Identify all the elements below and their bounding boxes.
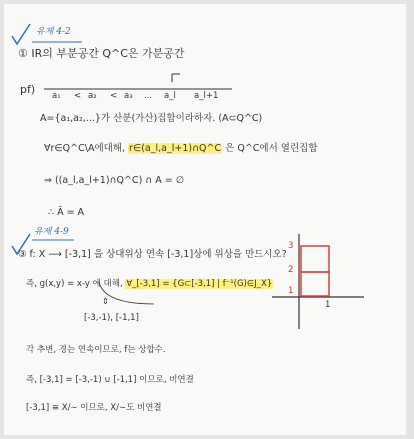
problem2-line-2: [-3,-1), [-1,1] xyxy=(84,313,139,323)
proof-label: pf) xyxy=(20,83,36,96)
r-marker xyxy=(172,74,180,82)
nl-lt2: < xyxy=(110,91,118,101)
proof-line-2-suffix: 은 Q^C에서 열린집합 xyxy=(225,143,318,154)
graph-label-2: 2 xyxy=(288,265,294,275)
problem2-line-3: 각 추변, 경는 연속이므로, f는 상합수. xyxy=(26,345,166,355)
nl-a3: a₃ xyxy=(124,91,133,101)
ink-drawings xyxy=(4,4,406,435)
proof-line-2-highlight: r∈(a_l,a_l+1)∩Q^C xyxy=(129,143,222,154)
problem1-statement: ① IR의 부분공간 Q^C은 가분공간 xyxy=(18,47,185,60)
notebook-page xyxy=(4,4,406,435)
proof-line-4: ∴ Ā = A xyxy=(48,207,85,218)
nl-a2: a₂ xyxy=(88,91,97,101)
graph-label-3: 3 xyxy=(288,241,294,251)
graph-box-upper xyxy=(301,246,329,272)
problem2-statement: ③ f: X ⟶ [-3,1] 을 상대위상 연속 [-3,1]상에 위상을 만드시오? xyxy=(18,249,287,260)
proof-line-2 xyxy=(44,144,318,154)
check-icon-1 xyxy=(12,24,30,44)
proof-line-1: A={a₁,a₂,...}가 산분(가산)집합이라하자. (A⊂Q^C) xyxy=(40,113,263,124)
graph-box-lower xyxy=(301,272,329,296)
problem1-tag: 유제 4-2 xyxy=(36,27,71,37)
proof-line-3: ⇒ ((a_l,a_l+1)∩Q^C) ∩ A = ∅ xyxy=(44,175,185,186)
nl-a1: a₁ xyxy=(52,91,61,101)
nl-al: a_l xyxy=(164,91,176,101)
problem2-line-5: [-3,1] ≅ X/∼ 이므로, X/∼도 비연결 xyxy=(26,403,162,413)
problem2-line-1-prefix: 즉, g(x,y) = x-y 에 대해, xyxy=(26,279,123,289)
nl-dots: ... xyxy=(144,91,153,101)
proof-line-2-prefix: ∀r∈Q^C\A에대해, xyxy=(44,143,126,154)
graph-label-1: 1 xyxy=(288,286,294,296)
problem2-line-4: 즉, [-3,1] = [-3,-1) ∪ [-1,1] 이므로, 비연결 xyxy=(26,375,194,385)
nl-al1: a_l+1 xyxy=(194,91,219,101)
problem2-line-1-highlight: ∀_[-3,1] = {G⊂[-3,1] | f⁻¹(G)∈J_X} xyxy=(126,279,273,289)
graph-label-x1: 1 xyxy=(325,300,331,310)
nl-lt1: < xyxy=(74,91,82,101)
problem2-tag: 유제 4-9 xyxy=(34,227,69,237)
problem2-line-1 xyxy=(26,280,273,289)
equivalence-arrow: ⇕ xyxy=(102,297,110,307)
